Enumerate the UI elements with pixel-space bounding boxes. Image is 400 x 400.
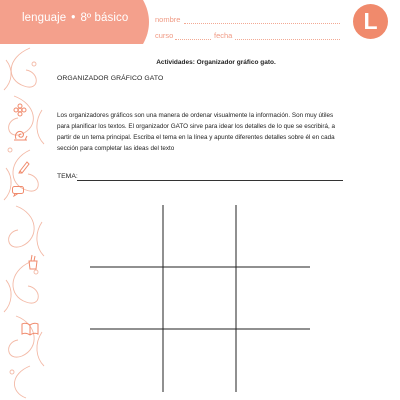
intro-paragraph: Los organizadores gráficos son una manera de ordenar visualmente la información. Son muy útiles para planificar los textos. El organizador GATO sirve para idear los detalles de lo que se escribirá, a partir de un tema principal. Escriba el tema en la línea y apunte diferentes detalles sobre él en cada sección para completar las ideas del texto bbox=[57, 112, 336, 152]
organizer-heading: ORGANIZADOR GRÁFICO GATO bbox=[57, 75, 164, 82]
subject-logo: L bbox=[353, 4, 388, 39]
course-label: curso bbox=[155, 31, 174, 40]
subject-label: lenguaje bbox=[22, 12, 67, 24]
name-label: nombre bbox=[155, 15, 181, 24]
grade-label: 8º básico bbox=[80, 12, 129, 24]
tema-label: TEMA: bbox=[57, 173, 78, 180]
activity-title: Actividades: Organizador gráfico gato. bbox=[156, 59, 276, 66]
date-label: fecha bbox=[214, 31, 233, 40]
separator-dot: • bbox=[71, 12, 76, 24]
